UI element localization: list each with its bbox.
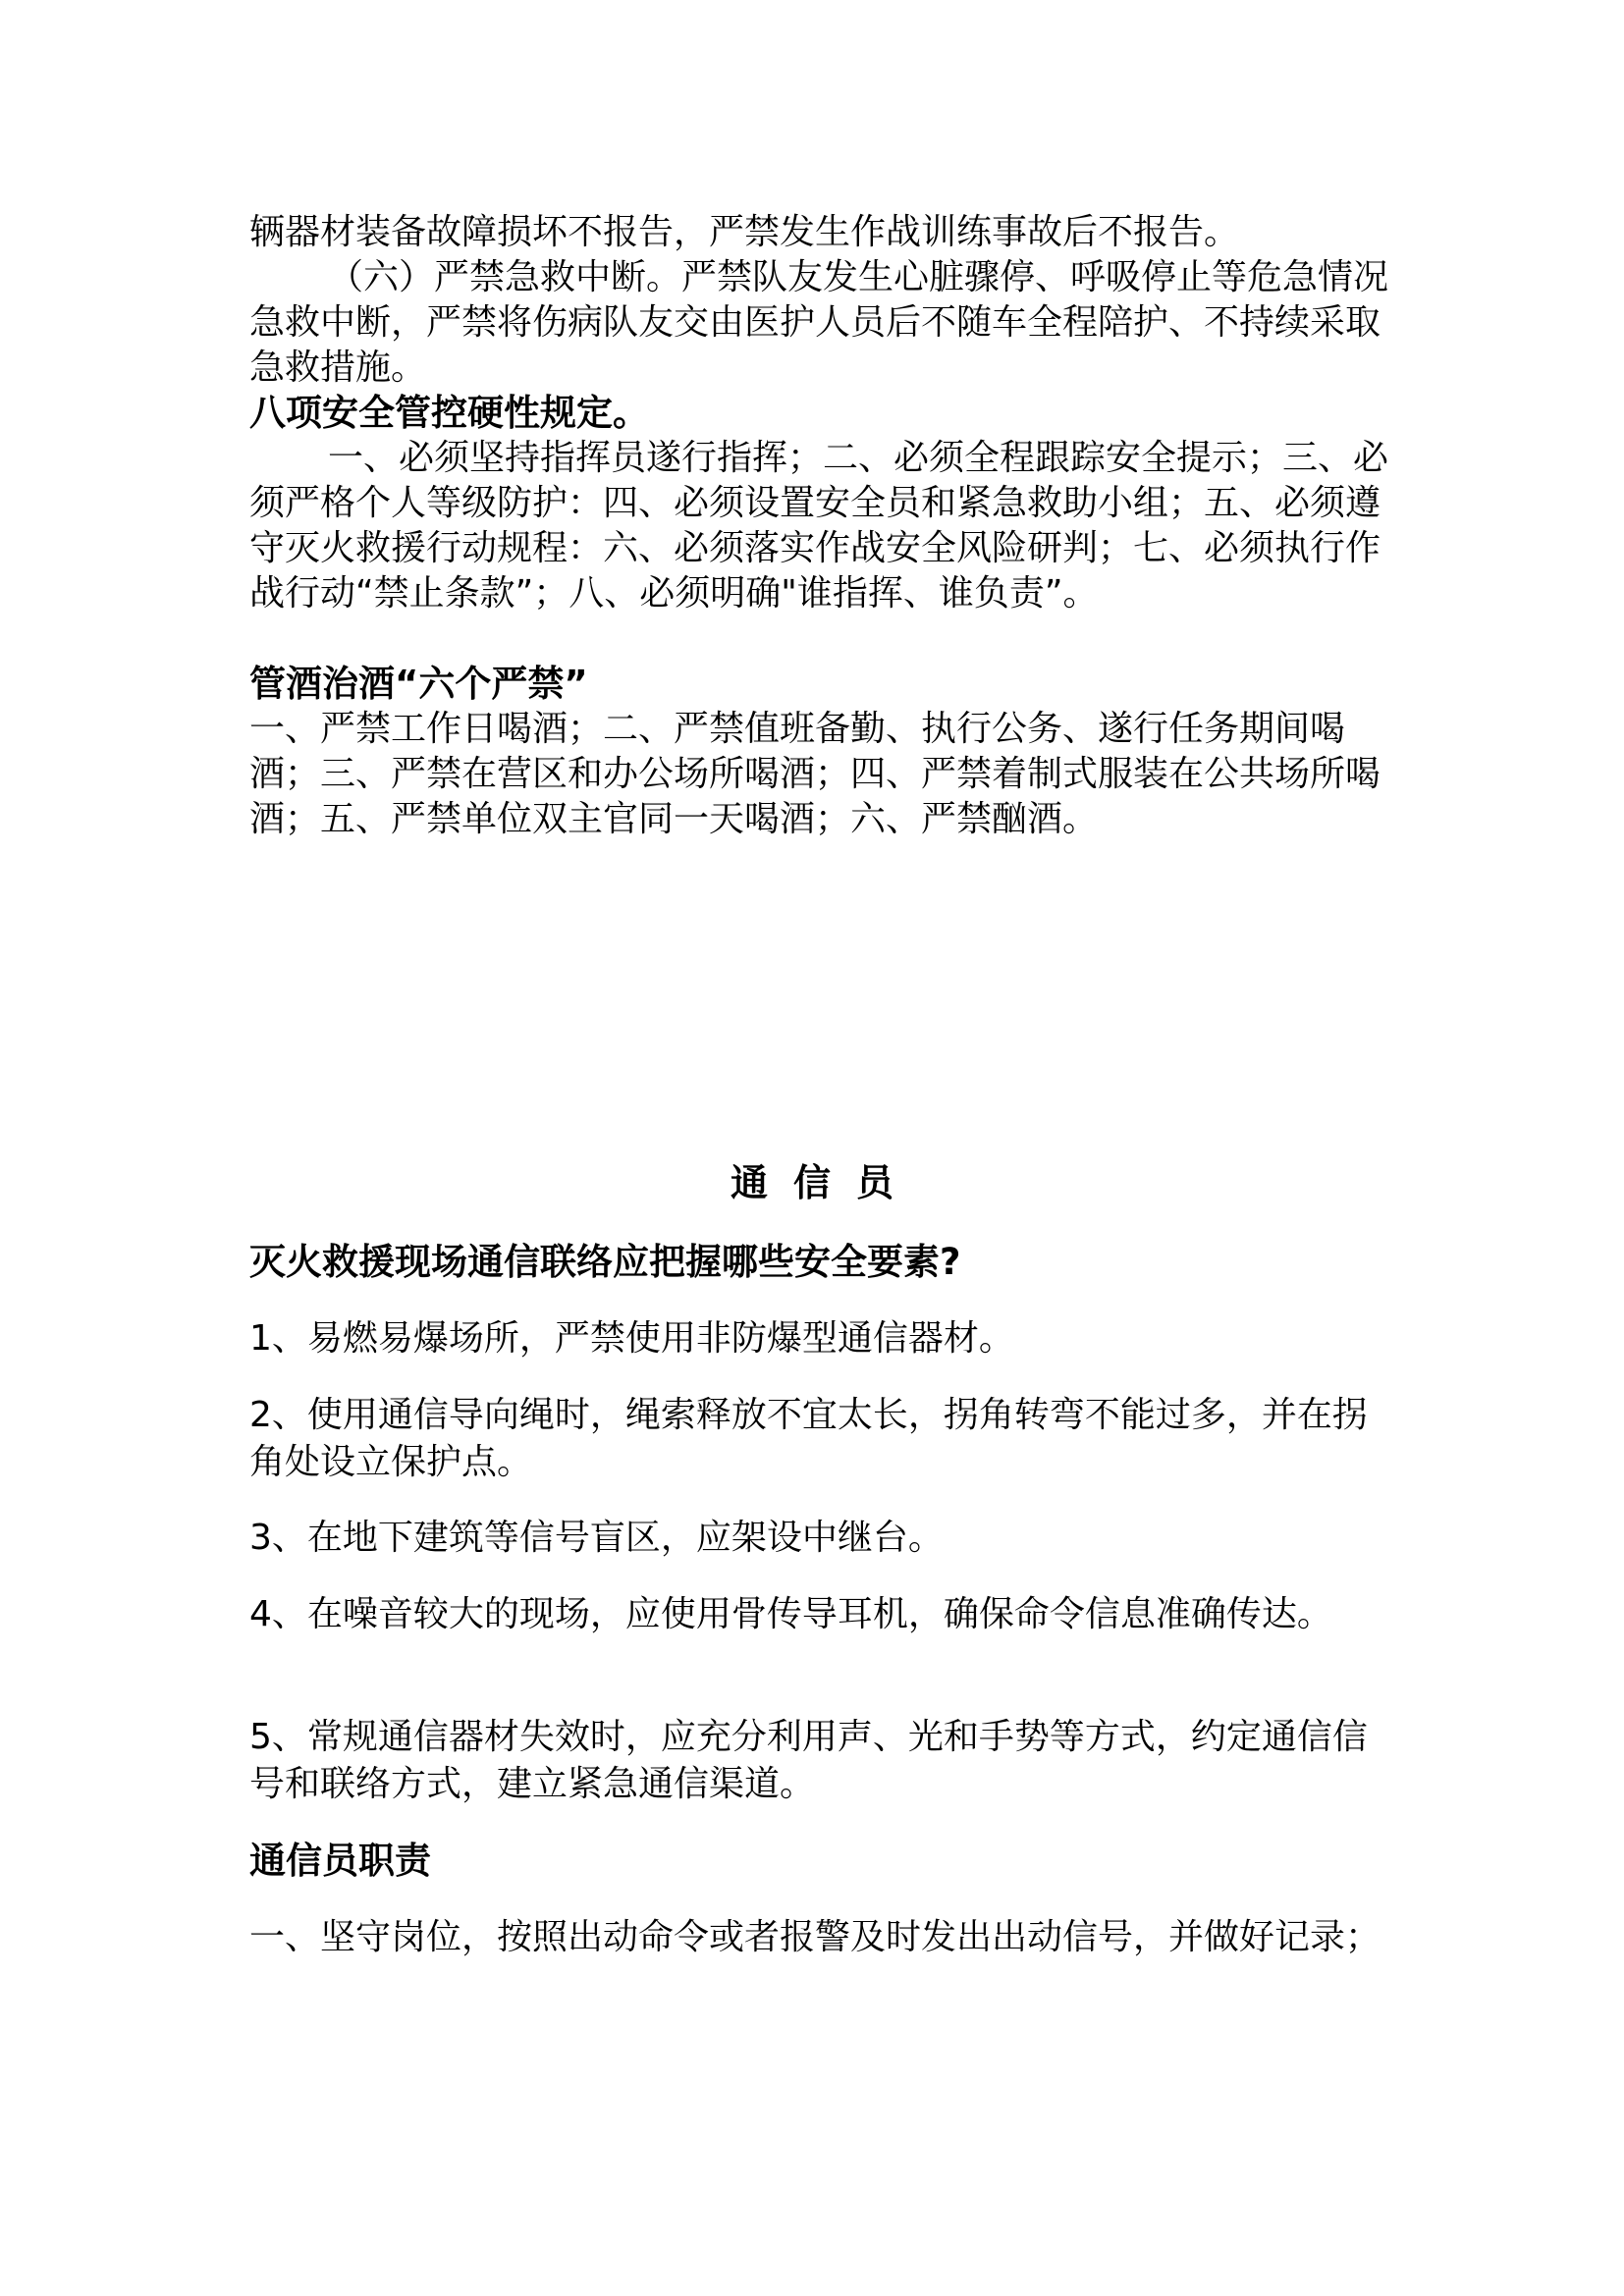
heading-eight-rules: 八项安全管控硬性规定。 [249,392,649,434]
section-title: 通信员 [730,1161,919,1204]
duty-item: 一、坚守岗位，按照出动命令或者报警及时发出出动信号，并做好记录； [249,1917,1381,1957]
list-item: 4、在噪音较大的现场，应使用骨传导耳机，确保命令信息准确传达。 [249,1594,1332,1634]
heading-alcohol-rules: 管酒治酒“六个严禁” [249,663,588,705]
paragraph-first-aid-rule: （六）严禁急救中断。严禁队友发生心脏骤停、呼吸停止等危急情况急救中断，严禁将伤病队友交由医护人员后不随车全程陪护、不持续采取急救措施。 [249,257,1389,388]
list-item: 3、在地下建筑等信号盲区，应架设中继台。 [249,1518,944,1558]
paragraph-eight-rules: 一、必须坚持指挥员遂行指挥；二、必须全程跟踪安全提示；三、必须严格个人等级防护：四、必须设置安全员和紧急救助小组；五、必须遵守灭火救援行动规程：六、必须落实作战安全风险研判；七、必须执行作战行动“禁止条款”；八、必须明确"谁指挥、谁负责”。 [249,438,1389,614]
duties-heading: 通信员职责 [249,1840,431,1882]
list-item: 5、常规通信器材失效时，应充分利用声、光和手势等方式，约定通信信号和联络方式，建立紧急通信渠道。 [249,1717,1368,1804]
paragraph-report-rule: 辆器材装备故障损坏不报告，严禁发生作战训练事故后不报告。 [249,212,1240,252]
question-heading: 灭火救援现场通信联络应把握哪些安全要素? [249,1241,961,1283]
paragraph-alcohol-rules: 一、严禁工作日喝酒；二、严禁值班备勤、执行公务、遂行任务期间喝酒；三、严禁在营区和办公场所喝酒；四、严禁着制式服装在公共场所喝酒；五、严禁单位双主官同一天喝酒；六、严禁酗酒。 [249,709,1381,839]
list-item: 2、使用通信导向绳时，绳索释放不宜太长，拐角转弯不能过多，并在拐角处设立保护点。 [249,1395,1368,1482]
list-item: 1、易燃易爆场所，严禁使用非防爆型通信器材。 [249,1318,1014,1359]
